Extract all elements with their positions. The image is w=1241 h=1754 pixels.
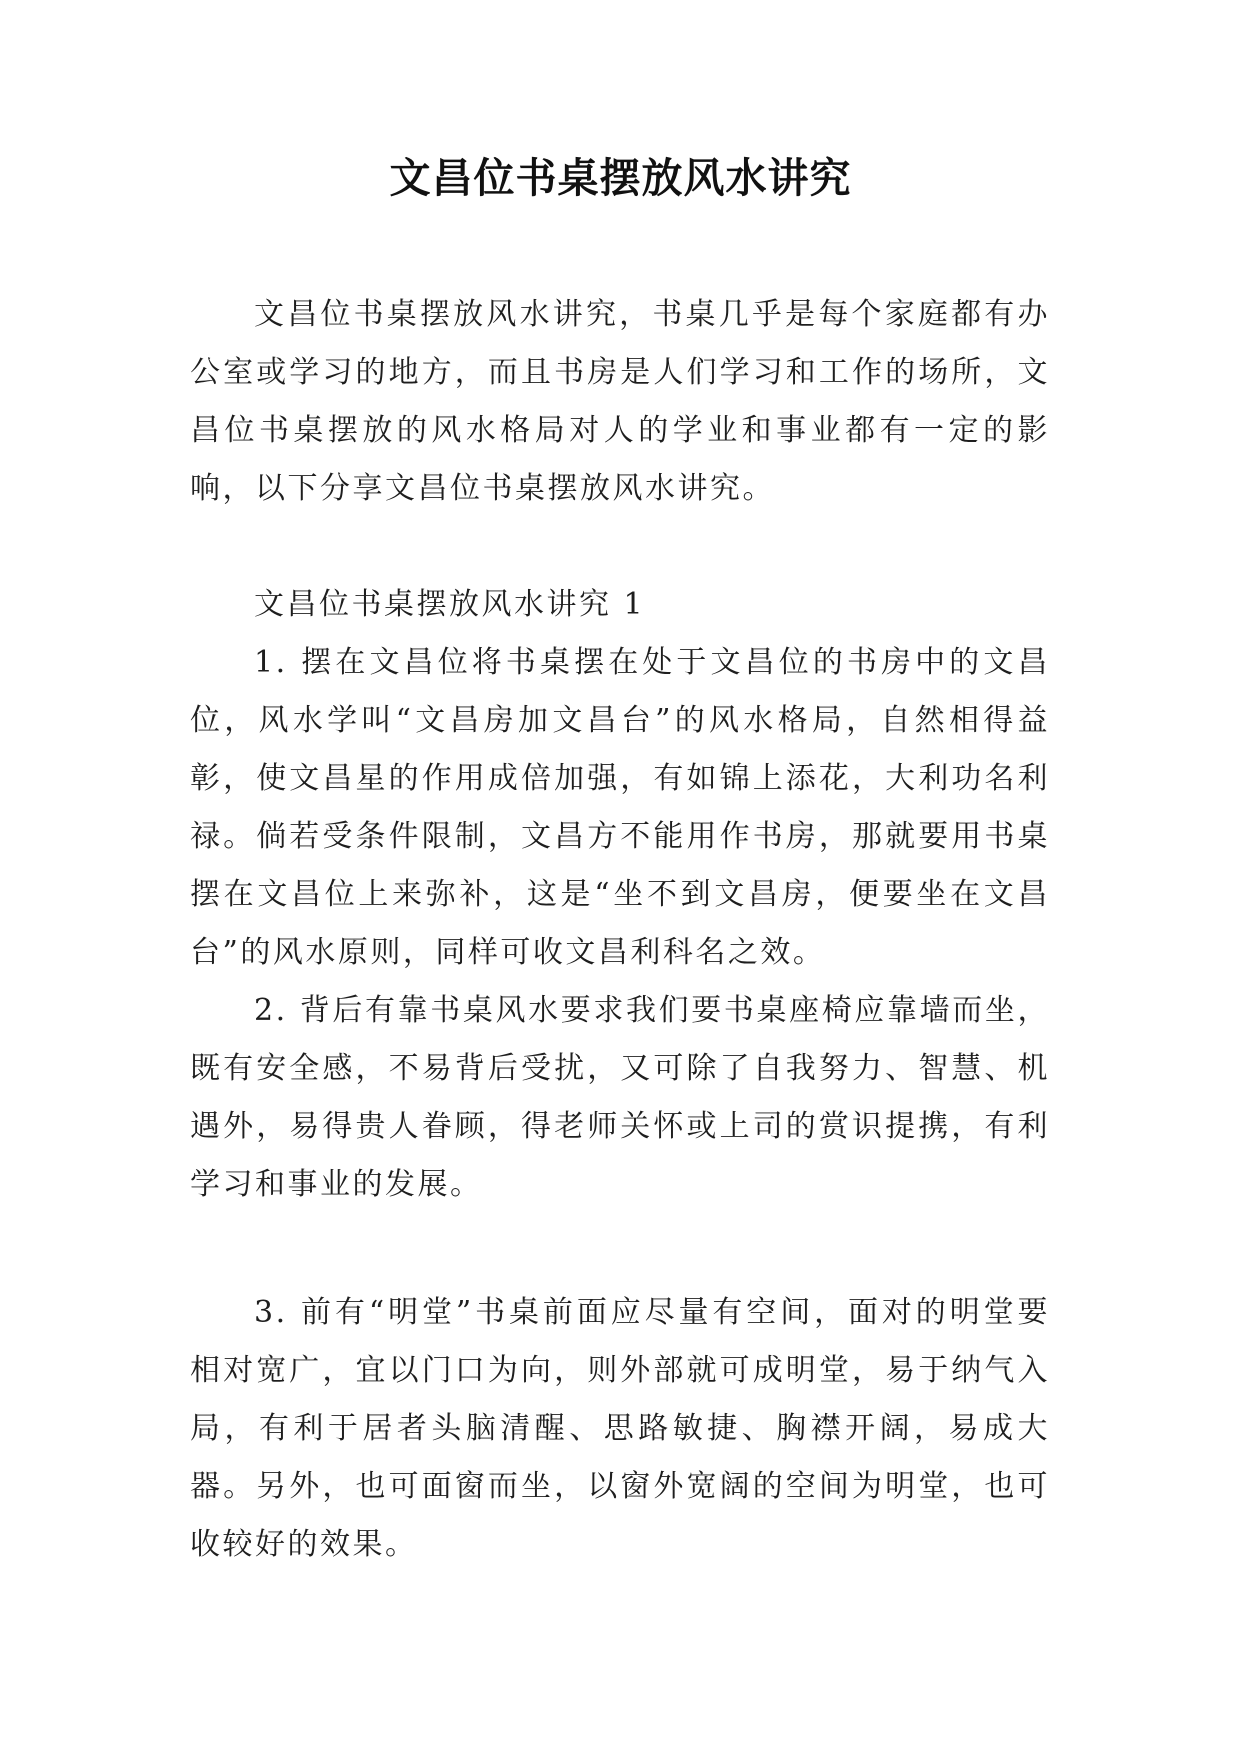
point-1-paragraph: 1. 摆在文昌位将书桌摆在处于文昌位的书房中的文昌位，风水学叫“文昌房加文昌台”的风水格局，自然相得益彰，使文昌星的作用成倍加强，有如锦上添花，大利功名利禄。倘若受条件限制，文昌方不能用作书房，那就要用书桌摆在文昌位上来弥补，这是“坐不到文昌房，便要坐在文昌台”的风水原则，同样可收文昌利科名之效。 [190,645,1050,970]
point-3-paragraph: 3. 前有“明堂”书桌前面应尽量有空间，面对的明堂要相对宽广，宜以门口为向，则外部就可成明堂，易于纳气入局，有利于居者头脑清醒、思路敏捷、胸襟开阔，易成大器。另外，也可面窗而坐，以窗外宽阔的空间为明堂，也可收较好的效果。 [190,1295,1050,1562]
intro-paragraph: 文昌位书桌摆放风水讲究，书桌几乎是每个家庭都有办公室或学习的地方，而且书房是人们学习和工作的场所，文昌位书桌摆放的风水格局对人的学业和事业都有一定的影响，以下分享文昌位书桌摆放风水讲究。 [190,297,1050,506]
section-heading: 文昌位书桌摆放风水讲究 1 [254,587,646,622]
document-title: 文昌位书桌摆放风水讲究 [389,154,852,202]
document-body [190,286,1050,1574]
point-2-paragraph: 2. 背后有靠书桌风水要求我们要书桌座椅应靠墙而坐，既有安全感，不易背后受扰，又可除了自我努力、智慧、机遇外，易得贵人眷顾，得老师关怀或上司的赏识提携，有利学习和事业的发展。 [190,993,1050,1202]
